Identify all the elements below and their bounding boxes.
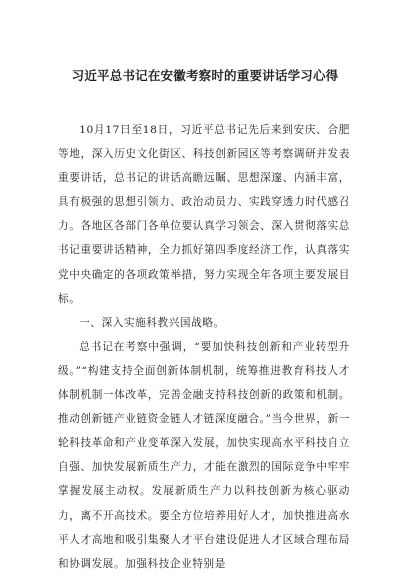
- document-body: [58, 118, 350, 576]
- document-title: 习近平总书记在安徽考察时的重要讲话学习心得: [71, 68, 339, 83]
- section-heading: 一、深入实施科教兴国战略。: [79, 316, 225, 329]
- section-paragraph: 总书记在考察中强调，“要加快科技创新和产业转型升级。”“构建支持全面创新体制机制，统筹推进教育科技人才体制机制一体改革，完善金融支持科技创新的政策和机制。推动创新链产业链资金链人才链深度融合。”当今世界，新一轮科技革命和产业变革深入发展，加快实现高水平科技自立自强、加快发展新质生产力，才能在激烈的国际竞争中牢牢掌握发展主动权。发展新质生产力以科技创新为核心驱动力，离不开高技术。要全方位培养用好人才，加快推进高水平人才高地和吸引集聚人才平台建设促进人才区域合理布局和协调发展。加强科技企业特别是: [58, 340, 350, 570]
- intro-paragraph: 10月17日至18日，习近平总书记先后来到安庆、合肥等地，深入历史文化街区、科技创新园区等考察调研并发表重要讲话，总书记的讲话高瞻远瞩、思想深邃、内涵丰富，具有极强的思想引领力、政治动员力、实践穿透力时代感召力。各地区各部门各单位要认真学习领会、深入贯彻落实总书记重要讲话精神，全力抓好第四季度经济工作，认真落实党中央确定的各项政策举措，努力实现全年各项主要发展目标。: [58, 124, 350, 305]
